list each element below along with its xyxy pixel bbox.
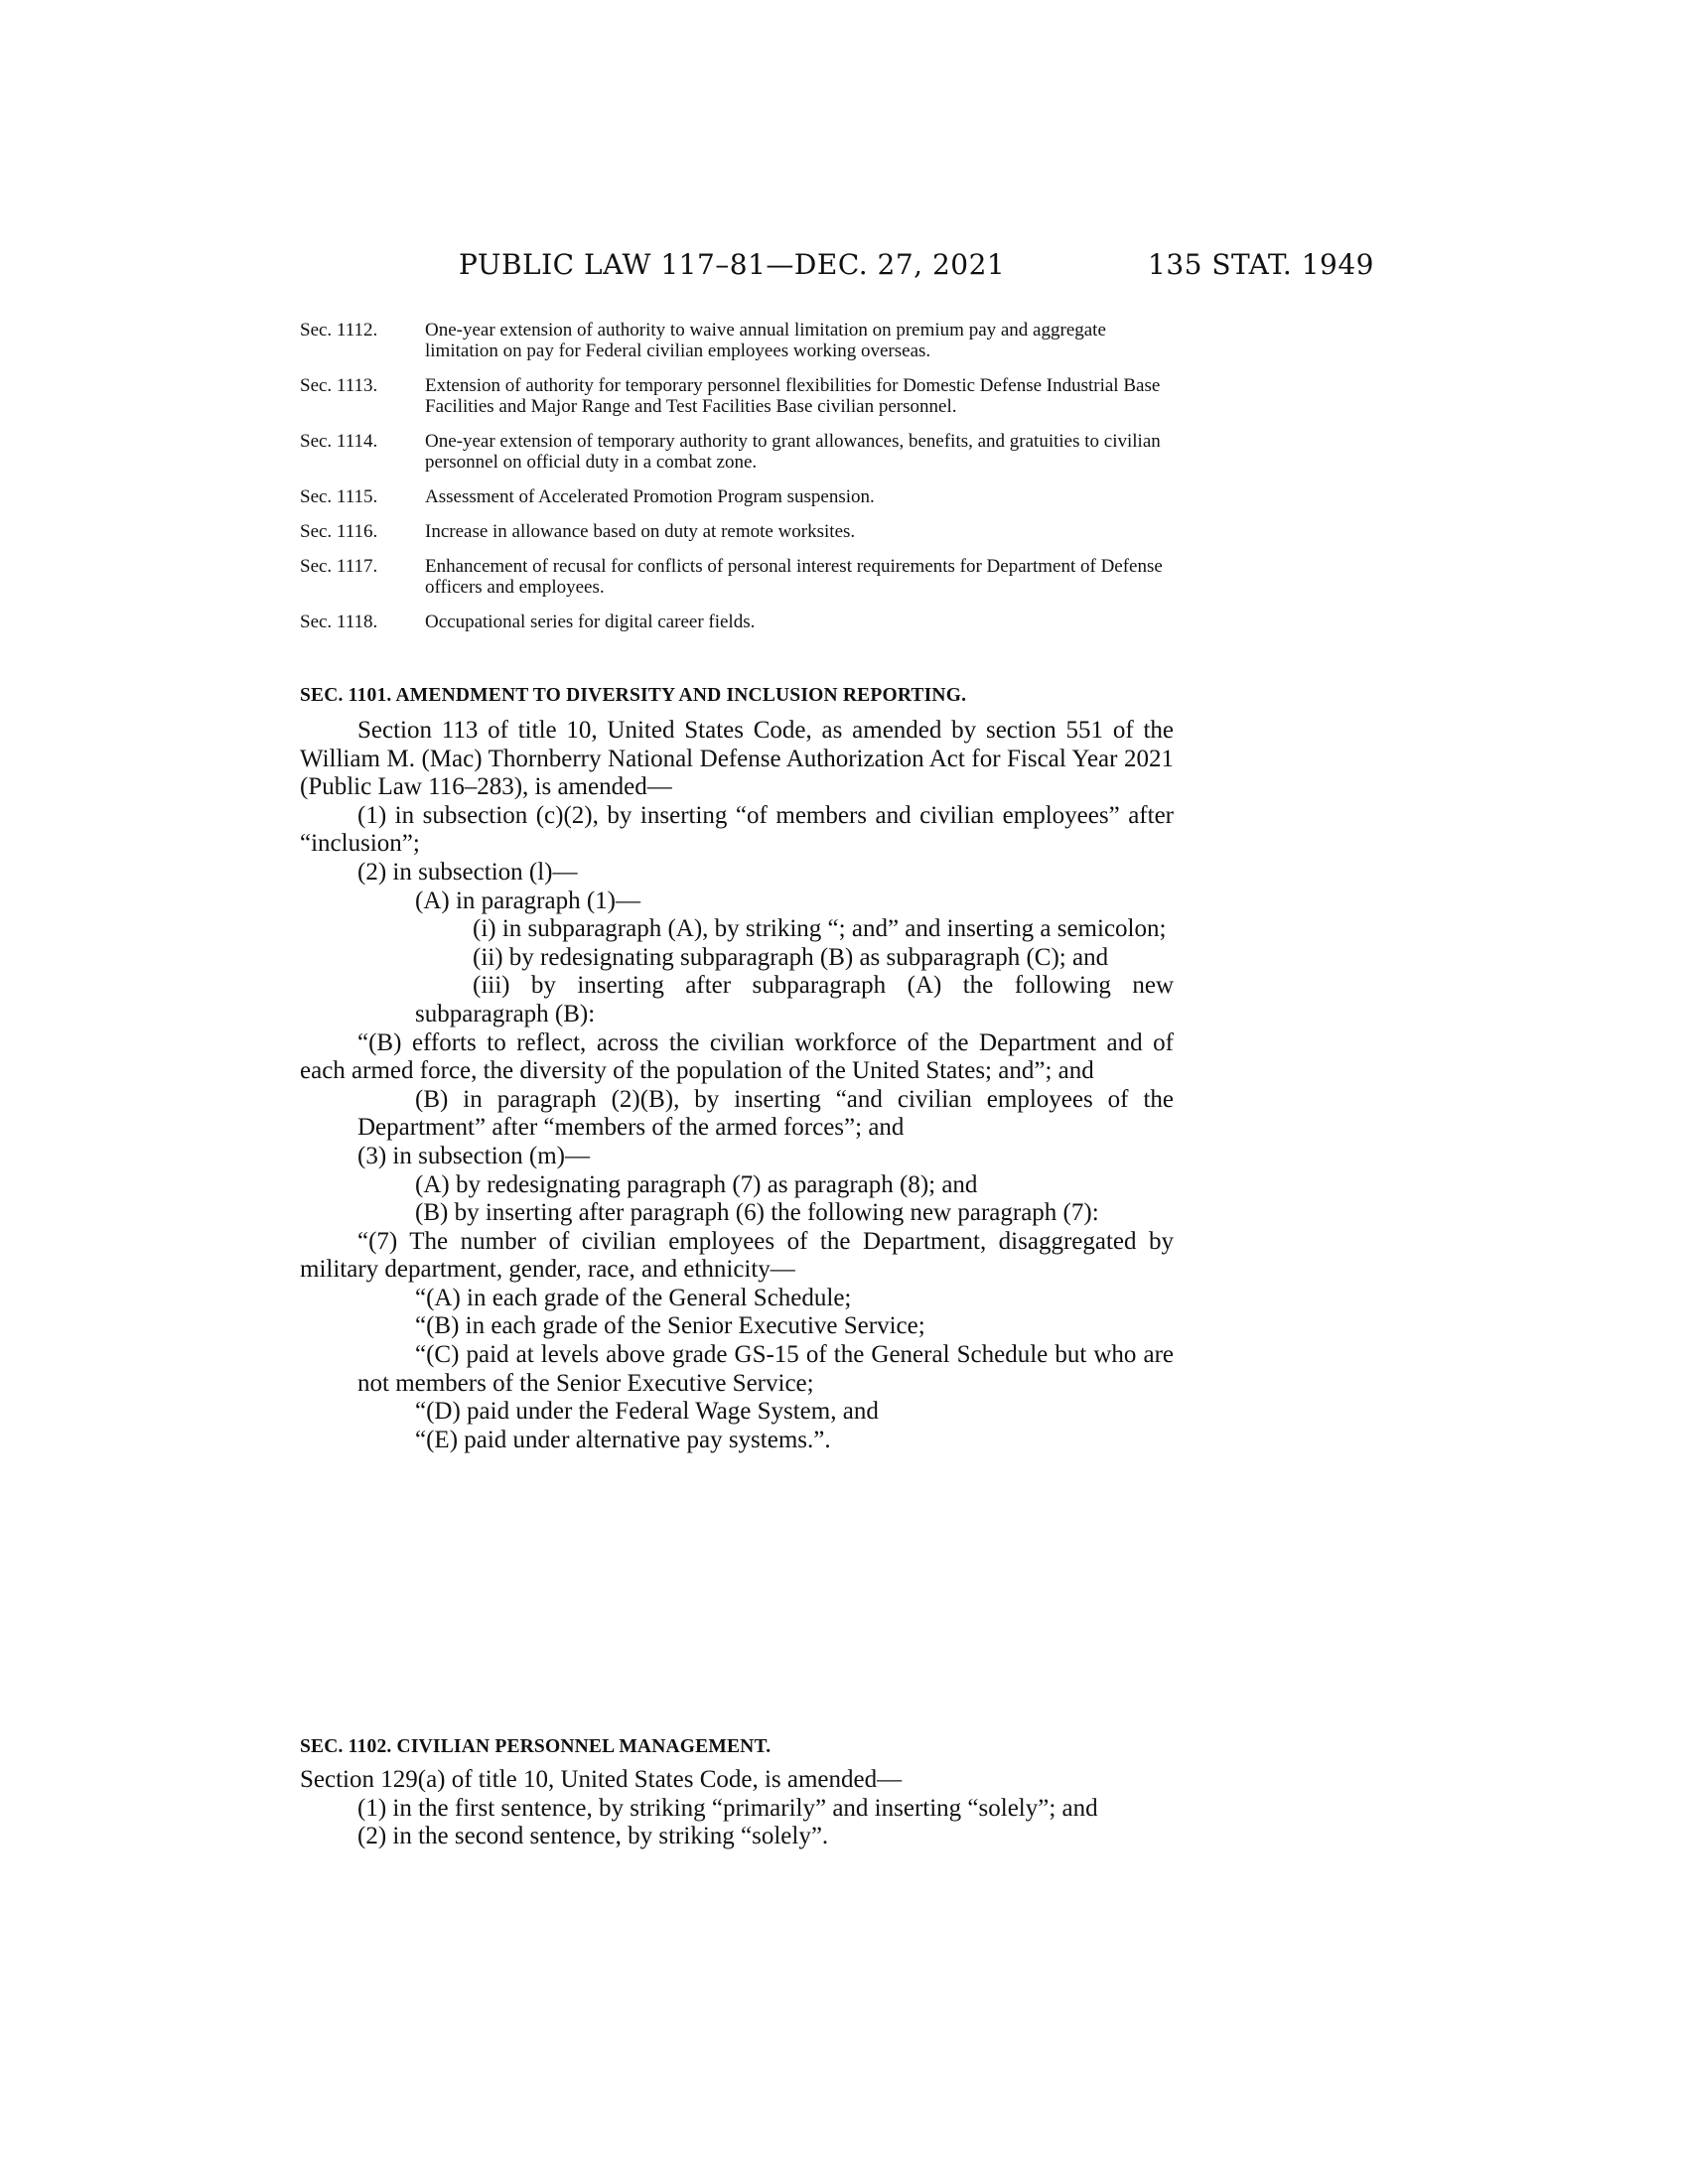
toc-entry-number: Sec. 1113. bbox=[300, 375, 378, 396]
toc-entry-number: Sec. 1116. bbox=[300, 521, 378, 542]
paragraph-1 bbox=[300, 802, 1174, 859]
toc-entry bbox=[300, 521, 1174, 542]
section-1101-body bbox=[300, 717, 1174, 1454]
section-1102-body bbox=[300, 1766, 1174, 1851]
quoted-7-E: “(E) paid under alternative pay systems.”. bbox=[415, 1426, 831, 1453]
paragraph-2-A-iii: (iii) by inserting after subparagraph (A) the following new subparagraph (B): bbox=[415, 972, 1174, 1027]
section-1102-intro: Section 129(a) of title 10, United States Code, is amended— bbox=[300, 1766, 903, 1793]
paragraph-2-A-ii: (ii) by redesignating subparagraph (B) as subparagraph (C); and bbox=[473, 943, 1109, 971]
toc-entry-text: Assessment of Accelerated Promotion Program suspension. bbox=[425, 486, 875, 507]
paragraph-1-text: (1) in subsection (c)(2), by inserting “of members and civilian employees” after “inclusion”; bbox=[300, 801, 1174, 858]
paragraph-2-A-i: (i) in subparagraph (A), by striking “; and” and inserting a semicolon; bbox=[473, 915, 1167, 943]
toc-entry-text: Enhancement of recusal for conflicts of personal interest requirements for Department of Defense officers and employees. bbox=[425, 556, 1163, 598]
toc-entry bbox=[300, 320, 1174, 361]
toc-entry-text: One-year extension of authority to waive annual limitation on premium pay and aggregate limitation on pay for Federal civilian employees working overseas. bbox=[425, 320, 1106, 361]
table-of-contents bbox=[300, 320, 1174, 646]
toc-entry-text: Occupational series for digital career fields. bbox=[425, 612, 756, 632]
quoted-7-A: “(A) in each grade of the General Schedule; bbox=[415, 1284, 852, 1311]
section-1102-paragraph-2: (2) in the second sentence, by striking “solely”. bbox=[357, 1823, 829, 1850]
section-1101-heading: SEC. 1101. AMENDMENT TO DIVERSITY AND INCLUSION REPORTING. bbox=[300, 685, 967, 706]
paragraph-3-B: (B) by inserting after paragraph (6) the following new paragraph (7): bbox=[415, 1199, 1099, 1227]
running-header bbox=[0, 248, 1688, 288]
section-1101-intro: Section 113 of title 10, United States Code, as amended by section 551 of the William M. (Mac) Thornberry National Defense Authorization Act for Fiscal Year 2021 (Public Law 116–283), is amended— bbox=[300, 717, 1174, 801]
toc-entry-number: Sec. 1114. bbox=[300, 431, 378, 452]
quoted-paragraph-7: “(7) The number of civilian employees of the Department, disaggregated by military department, gender, race, and ethnicity— bbox=[300, 1227, 1174, 1284]
paragraph-3-A: (A) by redesignating paragraph (7) as paragraph (8); and bbox=[415, 1170, 978, 1198]
toc-entry-number: Sec. 1112. bbox=[300, 320, 378, 341]
quoted-subparagraph-B: “(B) efforts to reflect, across the civilian workforce of the Department and of each armed force, the diversity of the population of the United States; and”; and bbox=[300, 1028, 1174, 1085]
header-title: PUBLIC LAW 117–81—DEC. 27, 2021 bbox=[459, 248, 1006, 281]
toc-entry bbox=[300, 556, 1174, 598]
section-1102-paragraph-1: (1) in the first sentence, by striking “primarily” and inserting “solely”; and bbox=[357, 1794, 1098, 1822]
toc-entry-text: Increase in allowance based on duty at remote worksites. bbox=[425, 521, 856, 542]
toc-entry-text: Extension of authority for temporary personnel flexibilities for Domestic Defense Industrial Base Facilities and Major Range and Test Facilities Base civilian personnel. bbox=[425, 375, 1161, 417]
toc-entry-text: One-year extension of temporary authority to grant allowances, benefits, and gratuities to civilian personnel on official duty in a combat zone. bbox=[425, 431, 1161, 473]
toc-entry bbox=[300, 612, 1174, 632]
paragraph-2: (2) in subsection (l)— bbox=[357, 858, 578, 886]
paragraph-2-B: (B) in paragraph (2)(B), by inserting “and civilian employees of the Department” after “members of the armed forces”; and bbox=[357, 1085, 1174, 1142]
toc-entry bbox=[300, 431, 1174, 473]
header-stat-page: 135 STAT. 1949 bbox=[1148, 248, 1374, 281]
paragraph-2-A: (A) in paragraph (1)— bbox=[415, 887, 640, 914]
toc-entry bbox=[300, 486, 1174, 507]
quoted-7-C: “(C) paid at levels above grade GS-15 of the General Schedule but who are not members of the Senior Executive Service; bbox=[357, 1341, 1174, 1397]
toc-entry bbox=[300, 375, 1174, 417]
quoted-7-D: “(D) paid under the Federal Wage System, and bbox=[415, 1398, 879, 1426]
quoted-7-B: “(B) in each grade of the Senior Executive Service; bbox=[415, 1312, 925, 1340]
toc-entry-number: Sec. 1115. bbox=[300, 486, 378, 507]
toc-entry-number: Sec. 1118. bbox=[300, 612, 378, 632]
section-1102-heading: SEC. 1102. CIVILIAN PERSONNEL MANAGEMENT. bbox=[300, 1736, 772, 1757]
toc-entry-number: Sec. 1117. bbox=[300, 556, 378, 577]
paragraph-3: (3) in subsection (m)— bbox=[357, 1142, 590, 1169]
